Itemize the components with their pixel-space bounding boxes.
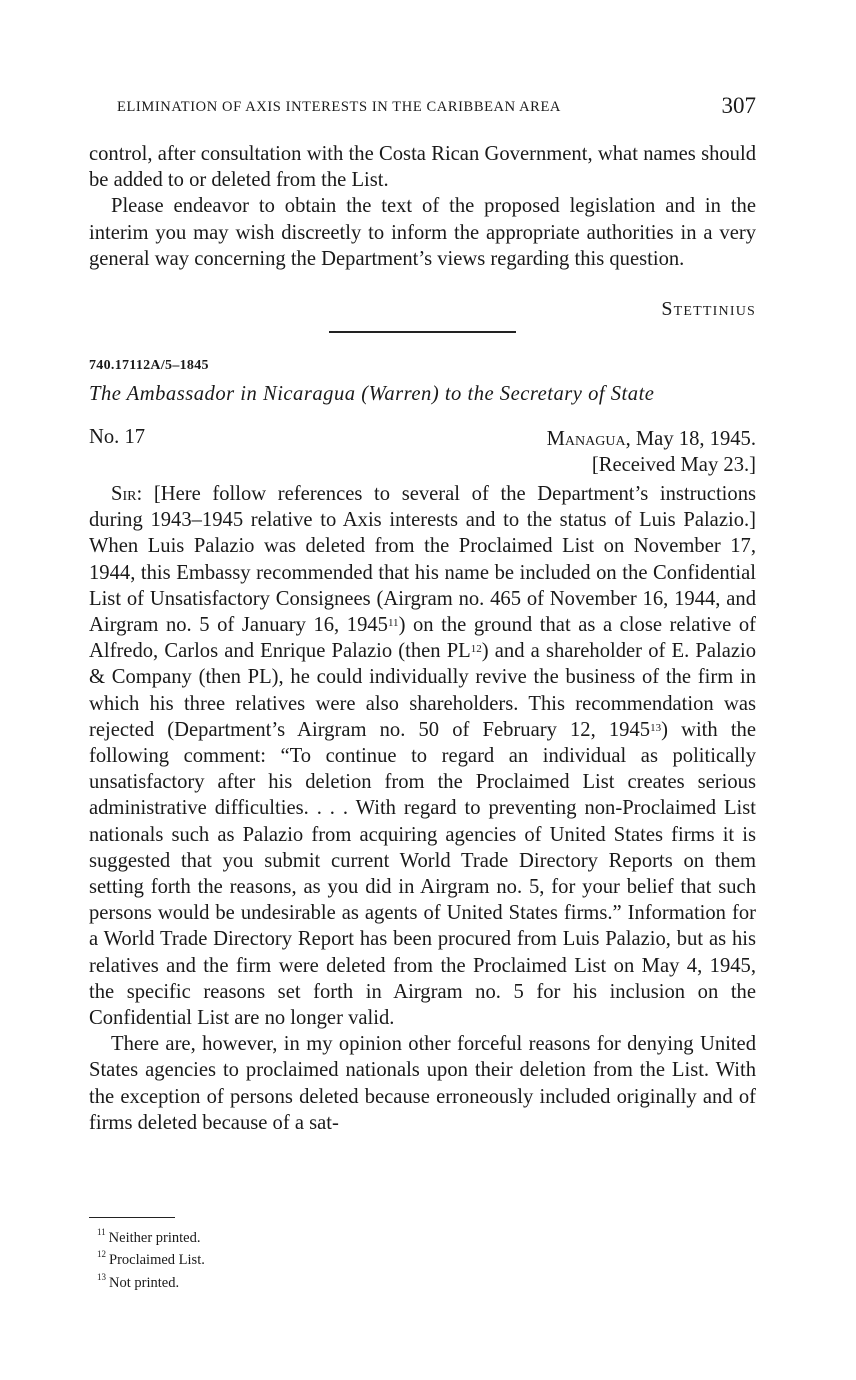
- footnote-mark: 11: [97, 1227, 106, 1237]
- footnote: [97, 1225, 205, 1247]
- footnote: [97, 1247, 205, 1269]
- instruction-paragraph: Please endeavor to obtain the text of the proposed legislation and in the interim you may wish discreetly to inform the appropriate authorities in a very general way concerning the Department’s views regarding this question.: [89, 195, 756, 270]
- dateline-date: , May 18, 1945.: [625, 428, 756, 450]
- dateline-place: Managua: [546, 428, 626, 450]
- section-divider: [329, 331, 516, 333]
- signature: Stettinius: [661, 298, 756, 320]
- paragraph-text-a: : [Here follow references to several of the Department’s instructions during 1943–1945 relative to Axis interests and to the status of Luis Palazio.] When Luis Palazio was deleted from the Proclaimed List on November 17, 1944, this Embassy recommended that his name be included on the Confidential List of Unsatisfactory Consignees (Airgram no. 465 of November 16, 1944, and Airgram no. 5 of January 16, 1945: [89, 483, 756, 637]
- salutation: Sir: [111, 483, 137, 505]
- footnote-text: Not printed.: [109, 1274, 180, 1291]
- letter-body: [89, 481, 756, 1136]
- document-title: The Ambassador in Nicaragua (Warren) to the Secretary of State: [89, 383, 655, 405]
- footnotes: [97, 1225, 205, 1292]
- paragraph-text-b: ) on the ground that as a close relative of Alfredo, Carlos and Enrique Palazio (then PL: [89, 614, 756, 663]
- footnote-text: Proclaimed List.: [109, 1252, 205, 1269]
- letter-paragraph-2: There are, however, in my opinion other forceful reasons for denying United States agencies to proclaimed nationals upon their deletion from the List. With the exception of persons deleted because erroneously included originally and of firms deleted because of a sat-: [89, 1033, 756, 1134]
- document-number: No. 17: [89, 426, 146, 448]
- footnote-ref-11: 11: [387, 617, 399, 630]
- paragraph-text-c: ) and a shareholder of E. Palazio & Company (then PL), he could individually revive the business of the firm in which his three relatives were also shareholders. This recommendation was rejected (Department’s Airgram no. 50 of February 12, 1945: [89, 640, 756, 741]
- page-number: 307: [721, 93, 756, 118]
- carryover-section: [89, 141, 756, 272]
- footnote-text: Neither printed.: [108, 1229, 201, 1246]
- running-title: ELIMINATION OF AXIS INTERESTS IN THE CARIBBEAN AREA: [117, 99, 561, 115]
- footnote-ref-12: 12: [470, 643, 482, 656]
- dateline: [547, 426, 756, 478]
- carryover-paragraph: control, after consultation with the Costa Rican Government, what names should be added to or deleted from the List.: [89, 143, 756, 192]
- letter-paragraph-1: [89, 481, 756, 1031]
- file-number: 740.17112A/5–1845: [89, 358, 209, 373]
- footnote-mark: 13: [97, 1271, 106, 1282]
- footnote-ref-13: 13: [650, 721, 662, 734]
- received-date: [Received May 23.]: [591, 454, 756, 476]
- footnote-divider: [89, 1217, 175, 1218]
- footnote-mark: 12: [97, 1249, 106, 1260]
- footnote: [97, 1270, 205, 1292]
- paragraph-text-d: ) with the following comment: “To continue to regard an individual as politically unsatisfactory after his deletion from the Proclaimed List creates serious administrative difficulties. . . . With regard to preventing non-Proclaimed List nationals such as Palazio from acquiring agencies of United States firms it is suggested that you submit current World Trade Directory Reports on them setting forth the reasons, as you did in Airgram no. 5, for your belief that such persons would be undesirable as agents of United States firms.” Information for a World Trade Directory Report has been procured from Luis Palazio, but as his relatives and the firm were deleted from the Proclaimed List on May 4, 1945, the specific reasons set forth in Airgram no. 5 for his inclusion on the Confidential List are no longer valid.: [89, 718, 756, 1030]
